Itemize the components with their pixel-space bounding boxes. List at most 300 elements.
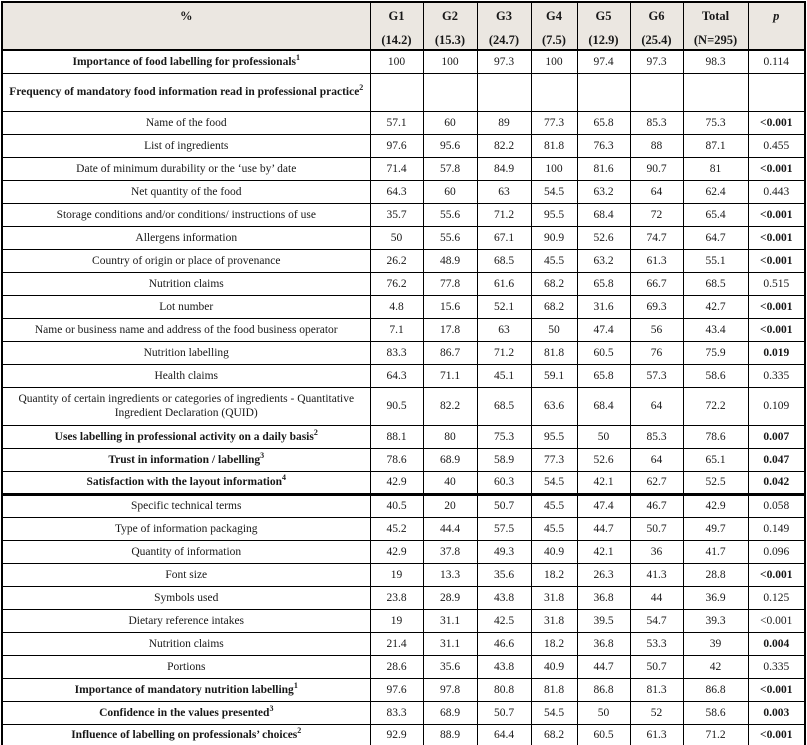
cell-value: 83.3 — [370, 341, 423, 364]
column-header-line2: (24.7) — [488, 32, 520, 47]
cell-value: 95.6 — [423, 134, 477, 157]
cell-value: 65.8 — [577, 272, 630, 295]
cell-value: 43.8 — [477, 655, 531, 678]
table-row — [2, 73, 805, 111]
cell-value: 42 — [683, 655, 748, 678]
cell-value: 20 — [423, 494, 477, 517]
p-value-cell: <0.001 — [748, 678, 805, 701]
cell-value: 63 — [477, 318, 531, 341]
cell-value: 45.5 — [531, 517, 577, 540]
cell-value: 69.3 — [630, 295, 683, 318]
row-label — [2, 540, 370, 563]
p-value-cell: <0.001 — [748, 318, 805, 341]
column-header-g3 — [477, 2, 531, 50]
row-label-text: Allergens information — [135, 231, 238, 244]
row-label-footnote: 3 — [269, 703, 274, 713]
column-header-g1 — [370, 2, 423, 50]
cell-value: 53.3 — [630, 632, 683, 655]
cell-value — [683, 73, 748, 111]
cell-value: 68.5 — [477, 387, 531, 425]
cell-value: 64.3 — [370, 364, 423, 387]
cell-value: 31.1 — [423, 609, 477, 632]
cell-value: 40 — [423, 471, 477, 494]
table-row — [2, 341, 805, 364]
cell-value: 19 — [370, 563, 423, 586]
cell-value: 81 — [683, 157, 748, 180]
cell-value: 86.8 — [683, 678, 748, 701]
cell-value: 43.4 — [683, 318, 748, 341]
column-header-g5 — [577, 2, 630, 50]
cell-value — [370, 73, 423, 111]
cell-value: 97.6 — [370, 134, 423, 157]
row-label-footnote: 4 — [282, 473, 286, 483]
cell-value: 64 — [630, 180, 683, 203]
p-value-cell: 0.455 — [748, 134, 805, 157]
cell-value: 57.3 — [630, 364, 683, 387]
cell-value: 50.7 — [630, 655, 683, 678]
row-label-text: Importance of food labelling for professionals — [72, 55, 296, 68]
row-label-text: Health claims — [154, 369, 219, 382]
row-label — [2, 609, 370, 632]
cell-value: 68.2 — [531, 295, 577, 318]
row-label — [2, 341, 370, 364]
row-label-text: Nutrition claims — [148, 637, 224, 650]
p-value-cell: 0.004 — [748, 632, 805, 655]
cell-value: 43.8 — [477, 586, 531, 609]
cell-value: 100 — [531, 157, 577, 180]
cell-value: 81.8 — [531, 134, 577, 157]
p-value-cell: 0.114 — [748, 50, 805, 73]
cell-value: 44.7 — [577, 655, 630, 678]
cell-value: 39 — [683, 632, 748, 655]
table-row — [2, 272, 805, 295]
table-row — [2, 226, 805, 249]
cell-value: 42.9 — [370, 471, 423, 494]
p-value-cell: 0.335 — [748, 364, 805, 387]
cell-value: 68.9 — [423, 448, 477, 471]
table-row — [2, 387, 805, 425]
cell-value: 98.3 — [683, 50, 748, 73]
row-label-text: Symbols used — [154, 591, 219, 604]
column-header-line2: (N=295) — [693, 32, 738, 47]
cell-value: 71.2 — [477, 341, 531, 364]
p-value-cell: 0.125 — [748, 586, 805, 609]
cell-value: 35.6 — [423, 655, 477, 678]
cell-value: 40.9 — [531, 540, 577, 563]
table-row — [2, 724, 805, 745]
cell-value: 42.1 — [577, 471, 630, 494]
cell-value: 31.8 — [531, 586, 577, 609]
cell-value: 76.3 — [577, 134, 630, 157]
cell-value: 60.3 — [477, 471, 531, 494]
p-value-cell: 0.042 — [748, 471, 805, 494]
cell-value: 45.5 — [531, 249, 577, 272]
table-row — [2, 295, 805, 318]
cell-value: 54.7 — [630, 609, 683, 632]
cell-value: 88.9 — [423, 724, 477, 745]
row-label-footnote: 1 — [296, 52, 300, 62]
table-row — [2, 586, 805, 609]
cell-value: 81.6 — [577, 157, 630, 180]
cell-value: 28.6 — [370, 655, 423, 678]
cell-value: 90.5 — [370, 387, 423, 425]
row-label-footnote: 2 — [297, 726, 302, 736]
p-value-cell: 0.058 — [748, 494, 805, 517]
row-label — [2, 226, 370, 249]
p-value-cell: 0.149 — [748, 517, 805, 540]
cell-value: 58.6 — [683, 701, 748, 724]
cell-value: 60.5 — [577, 724, 630, 745]
cell-value: 100 — [370, 50, 423, 73]
cell-value: 28.8 — [683, 563, 748, 586]
cell-value: 80.8 — [477, 678, 531, 701]
cell-value: 95.5 — [531, 425, 577, 448]
table-row — [2, 701, 805, 724]
cell-value: 72.2 — [683, 387, 748, 425]
row-label-text: Font size — [165, 568, 208, 581]
cell-value: 48.9 — [423, 249, 477, 272]
cell-value: 67.1 — [477, 226, 531, 249]
table-row — [2, 50, 805, 73]
cell-value: 44 — [630, 586, 683, 609]
cell-value: 86.8 — [577, 678, 630, 701]
row-label — [2, 180, 370, 203]
cell-value: 4.8 — [370, 295, 423, 318]
cell-value: 86.7 — [423, 341, 477, 364]
cell-value: 49.3 — [477, 540, 531, 563]
cell-value: 18.2 — [531, 632, 577, 655]
cell-value: 54.5 — [531, 471, 577, 494]
cell-value: 71.4 — [370, 157, 423, 180]
cell-value: 64 — [630, 387, 683, 425]
cell-value: 63.6 — [531, 387, 577, 425]
row-label — [2, 448, 370, 471]
cell-value: 75.9 — [683, 341, 748, 364]
row-label — [2, 425, 370, 448]
cell-value: 65.8 — [577, 111, 630, 134]
cell-value: 76 — [630, 341, 683, 364]
cell-value: 46.6 — [477, 632, 531, 655]
cell-value: 66.7 — [630, 272, 683, 295]
cell-value: 57.1 — [370, 111, 423, 134]
cell-value: 84.9 — [477, 157, 531, 180]
cell-value: 41.7 — [683, 540, 748, 563]
cell-value: 82.2 — [423, 387, 477, 425]
row-label — [2, 134, 370, 157]
cell-value: 17.8 — [423, 318, 477, 341]
column-header-g6 — [630, 2, 683, 50]
p-value-cell: 0.019 — [748, 341, 805, 364]
cell-value: 97.3 — [477, 50, 531, 73]
row-label — [2, 73, 370, 111]
cell-value: 68.5 — [683, 272, 748, 295]
table-row — [2, 134, 805, 157]
cell-value: 64 — [630, 448, 683, 471]
results-table — [1, 1, 806, 745]
cell-value: 71.1 — [423, 364, 477, 387]
cell-value: 41.3 — [630, 563, 683, 586]
cell-value: 42.5 — [477, 609, 531, 632]
row-label — [2, 50, 370, 73]
cell-value — [531, 73, 577, 111]
p-value-cell: <0.001 — [748, 609, 805, 632]
cell-value: 36.8 — [577, 586, 630, 609]
cell-value: 60 — [423, 180, 477, 203]
p-value-cell: <0.001 — [748, 249, 805, 272]
row-label-text: Dietary reference intakes — [128, 614, 245, 627]
row-label-text: Storage conditions and/or conditions/ instructions of use — [56, 208, 316, 221]
cell-value: 60.5 — [577, 341, 630, 364]
row-label-text: Portions — [167, 660, 206, 673]
column-header-line1: Total — [701, 9, 730, 23]
table-row — [2, 655, 805, 678]
column-header-line2: (14.2) — [381, 32, 412, 47]
cell-value: 65.1 — [683, 448, 748, 471]
cell-value: 49.7 — [683, 517, 748, 540]
cell-value: 37.8 — [423, 540, 477, 563]
cell-value: 50 — [577, 425, 630, 448]
cell-value: 44.7 — [577, 517, 630, 540]
column-header-line1: G2 — [442, 9, 458, 23]
cell-value — [477, 73, 531, 111]
header-row — [2, 2, 805, 50]
column-header-line2: (12.9) — [588, 32, 619, 47]
table-row — [2, 632, 805, 655]
row-label — [2, 318, 370, 341]
row-label-footnote: 1 — [293, 680, 298, 690]
cell-value: 83.3 — [370, 701, 423, 724]
cell-value: 50.7 — [477, 701, 531, 724]
p-value-cell: 0.096 — [748, 540, 805, 563]
column-header-line2: (25.4) — [641, 32, 672, 47]
cell-value: 35.6 — [477, 563, 531, 586]
p-value-cell: <0.001 — [748, 226, 805, 249]
cell-value: 56 — [630, 318, 683, 341]
p-value-cell: <0.001 — [748, 111, 805, 134]
table-row — [2, 203, 805, 226]
row-label — [2, 387, 370, 425]
cell-value: 57.8 — [423, 157, 477, 180]
cell-value — [423, 73, 477, 111]
cell-value — [577, 73, 630, 111]
cell-value: 63.2 — [577, 180, 630, 203]
cell-value: 88 — [630, 134, 683, 157]
cell-value: 61.3 — [630, 724, 683, 745]
cell-value: 31.8 — [531, 609, 577, 632]
row-label-text: Name or business name and address of the food business operator — [34, 323, 338, 336]
cell-value: 7.1 — [370, 318, 423, 341]
table-row — [2, 517, 805, 540]
p-value-cell: 0.007 — [748, 425, 805, 448]
cell-value: 55.6 — [423, 203, 477, 226]
cell-value: 26.3 — [577, 563, 630, 586]
cell-value: 21.4 — [370, 632, 423, 655]
p-value-cell: <0.001 — [748, 563, 805, 586]
cell-value: 52 — [630, 701, 683, 724]
table-row — [2, 425, 805, 448]
cell-value: 88.1 — [370, 425, 423, 448]
cell-value: 15.6 — [423, 295, 477, 318]
table-row — [2, 563, 805, 586]
row-label — [2, 364, 370, 387]
cell-value: 68.5 — [477, 249, 531, 272]
row-label-text: Lot number — [159, 300, 214, 313]
row-label — [2, 563, 370, 586]
cell-value: 68.4 — [577, 203, 630, 226]
cell-value: 77.8 — [423, 272, 477, 295]
cell-value: 75.3 — [477, 425, 531, 448]
cell-value: 68.4 — [577, 387, 630, 425]
cell-value: 13.3 — [423, 563, 477, 586]
table-row — [2, 111, 805, 134]
cell-value: 75.3 — [683, 111, 748, 134]
cell-value: 55.6 — [423, 226, 477, 249]
row-label — [2, 295, 370, 318]
table-row — [2, 609, 805, 632]
p-value-cell — [748, 73, 805, 111]
cell-value: 97.3 — [630, 50, 683, 73]
table-row — [2, 318, 805, 341]
cell-value: 64.4 — [477, 724, 531, 745]
cell-value: 52.1 — [477, 295, 531, 318]
row-label-text: Frequency of mandatory food information read in professional practice — [9, 86, 360, 99]
table-row — [2, 180, 805, 203]
cell-value: 46.7 — [630, 494, 683, 517]
row-label-text: Nutrition claims — [148, 277, 224, 290]
row-label — [2, 724, 370, 745]
row-label-footnote: 2 — [313, 427, 318, 437]
cell-value: 42.9 — [370, 540, 423, 563]
cell-value: 64.3 — [370, 180, 423, 203]
p-value-cell: <0.001 — [748, 157, 805, 180]
row-label-footnote: 2 — [359, 83, 364, 93]
cell-value: 87.1 — [683, 134, 748, 157]
cell-value: 78.6 — [370, 448, 423, 471]
table-row — [2, 471, 805, 494]
cell-value: 68.2 — [531, 724, 577, 745]
column-header-line1: G4 — [546, 9, 562, 23]
cell-value: 19 — [370, 609, 423, 632]
table-row — [2, 448, 805, 471]
p-value-cell: 0.443 — [748, 180, 805, 203]
column-header-line1: G3 — [496, 9, 512, 23]
cell-value: 61.6 — [477, 272, 531, 295]
row-label-text: Net quantity of the food — [130, 185, 242, 198]
row-label-text: Satisfaction with the layout information — [86, 476, 282, 489]
cell-value: 82.2 — [477, 134, 531, 157]
table-row — [2, 494, 805, 517]
cell-value: 76.2 — [370, 272, 423, 295]
cell-value: 54.5 — [531, 701, 577, 724]
cell-value: 55.1 — [683, 249, 748, 272]
p-value-cell: <0.001 — [748, 295, 805, 318]
cell-value: 97.4 — [577, 50, 630, 73]
cell-value: 74.7 — [630, 226, 683, 249]
cell-value: 72 — [630, 203, 683, 226]
row-label — [2, 517, 370, 540]
cell-value: 42.7 — [683, 295, 748, 318]
column-header-g4 — [531, 2, 577, 50]
row-label-text: Importance of mandatory nutrition labelling — [74, 683, 294, 696]
cell-value — [630, 73, 683, 111]
cell-value: 61.3 — [630, 249, 683, 272]
cell-value: 71.2 — [477, 203, 531, 226]
cell-value: 90.9 — [531, 226, 577, 249]
cell-value: 78.6 — [683, 425, 748, 448]
cell-value: 35.7 — [370, 203, 423, 226]
cell-value: 40.9 — [531, 655, 577, 678]
cell-value: 42.9 — [683, 494, 748, 517]
row-label — [2, 471, 370, 494]
row-label-text: Specific technical terms — [131, 500, 242, 513]
cell-value: 81.8 — [531, 678, 577, 701]
cell-value: 80 — [423, 425, 477, 448]
row-label — [2, 272, 370, 295]
cell-value: 77.3 — [531, 448, 577, 471]
cell-value: 90.7 — [630, 157, 683, 180]
row-label — [2, 586, 370, 609]
cell-value: 100 — [423, 50, 477, 73]
cell-value: 45.5 — [531, 494, 577, 517]
cell-value: 31.1 — [423, 632, 477, 655]
cell-value: 36.8 — [577, 632, 630, 655]
row-label — [2, 494, 370, 517]
row-label — [2, 203, 370, 226]
cell-value: 50 — [577, 701, 630, 724]
row-label — [2, 678, 370, 701]
cell-value: 39.3 — [683, 609, 748, 632]
cell-value: 63 — [477, 180, 531, 203]
cell-value: 95.5 — [531, 203, 577, 226]
cell-value: 42.1 — [577, 540, 630, 563]
cell-value: 47.4 — [577, 318, 630, 341]
row-label-text: Trust in information / labelling — [108, 453, 261, 466]
cell-value: 64.7 — [683, 226, 748, 249]
cell-value: 26.2 — [370, 249, 423, 272]
cell-value: 60 — [423, 111, 477, 134]
cell-value: 58.9 — [477, 448, 531, 471]
cell-value: 28.9 — [423, 586, 477, 609]
cell-value: 50.7 — [630, 517, 683, 540]
cell-value: 52.6 — [577, 226, 630, 249]
table-row — [2, 678, 805, 701]
column-header-g2 — [423, 2, 477, 50]
cell-value: 58.6 — [683, 364, 748, 387]
cell-value: 36 — [630, 540, 683, 563]
cell-value: 52.5 — [683, 471, 748, 494]
row-label-text: List of ingredients — [144, 139, 229, 152]
cell-value: 39.5 — [577, 609, 630, 632]
cell-value: 97.6 — [370, 678, 423, 701]
row-label-text: Quantity of certain ingredients or categories of ingredients - Quantitative Ingredient Declaration (QUID) — [18, 392, 355, 420]
cell-value: 92.9 — [370, 724, 423, 745]
row-label — [2, 111, 370, 134]
cell-value: 50.7 — [477, 494, 531, 517]
row-label — [2, 701, 370, 724]
table-row — [2, 157, 805, 180]
cell-value: 68.9 — [423, 701, 477, 724]
row-label-text: Confidence in the values presented — [99, 706, 270, 719]
cell-value: 100 — [531, 50, 577, 73]
p-value-cell: 0.335 — [748, 655, 805, 678]
cell-value: 50 — [370, 226, 423, 249]
row-label-text: Country of origin or place of provenance — [92, 254, 281, 267]
cell-value: 97.8 — [423, 678, 477, 701]
cell-value: 85.3 — [630, 111, 683, 134]
cell-value: 81.8 — [531, 341, 577, 364]
row-label — [2, 157, 370, 180]
column-header-line2: (15.3) — [434, 32, 466, 47]
